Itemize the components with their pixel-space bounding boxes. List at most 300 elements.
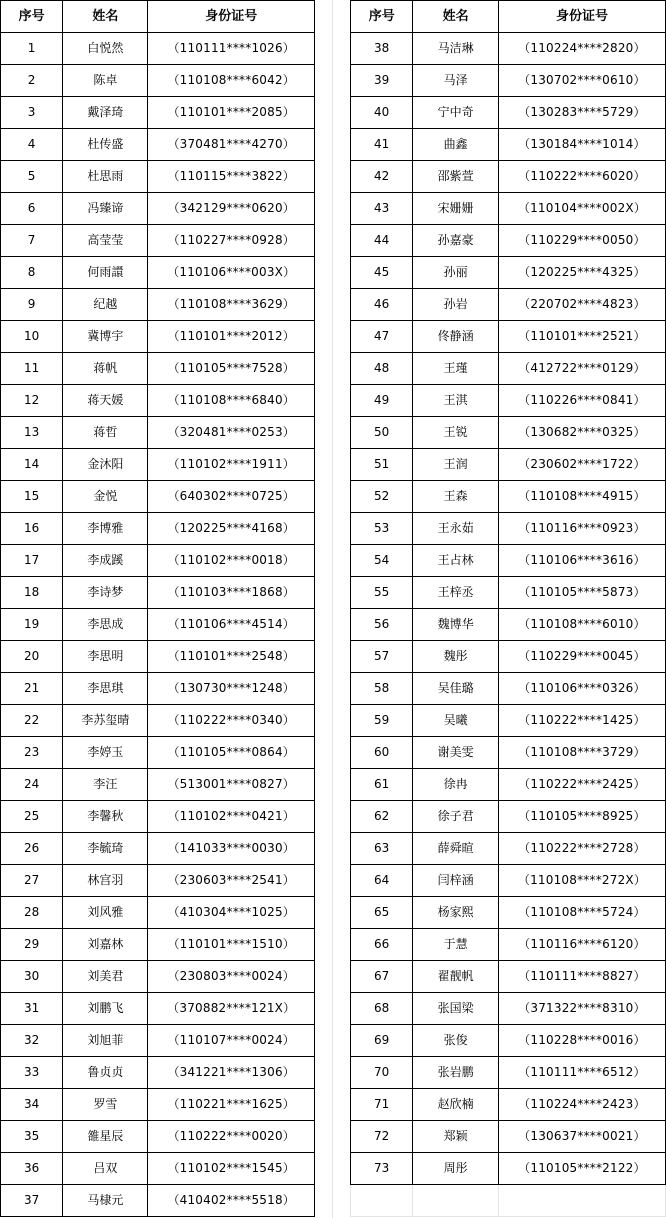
cell-name: 孙丽 [413, 257, 499, 289]
cell-seq: 68 [351, 993, 413, 1025]
cell-name: 孙嘉豪 [413, 225, 499, 257]
cell-id: （110101****2548） [148, 641, 315, 673]
table-row [351, 161, 666, 193]
cell-id: （110102****0421） [148, 801, 315, 833]
table-row [1, 385, 315, 417]
table-row [351, 1153, 666, 1185]
table-row [1, 801, 315, 833]
table-row [1, 545, 315, 577]
cell-seq: 65 [351, 897, 413, 929]
cell-seq: 72 [351, 1121, 413, 1153]
cell-name: 戴泽琦 [63, 97, 148, 129]
cell-id: （110222****1425） [498, 705, 665, 737]
cell-name: 冀博宇 [63, 321, 148, 353]
table-row [351, 1025, 666, 1057]
cell-id: （110101****2085） [148, 97, 315, 129]
cell-name: 王森 [413, 481, 499, 513]
table-row [1, 321, 315, 353]
table-row [1, 641, 315, 673]
cell-id: （110222****0020） [148, 1121, 315, 1153]
cell-name: 周彤 [413, 1153, 499, 1185]
table-row [351, 129, 666, 161]
cell-name: 罗雪 [63, 1089, 148, 1121]
cell-name: 白悦然 [63, 33, 148, 65]
table-row [1, 769, 315, 801]
cell-seq: 39 [351, 65, 413, 97]
cell-id: （110228****0016） [498, 1025, 665, 1057]
cell-seq: 43 [351, 193, 413, 225]
cell-seq: 55 [351, 577, 413, 609]
cell-id: （110108****3629） [148, 289, 315, 321]
cell-name: 何雨譞 [63, 257, 148, 289]
cell-id: （110111****6512） [498, 1057, 665, 1089]
table-row [351, 513, 666, 545]
cell-name: 王永茹 [413, 513, 499, 545]
table-row [1, 257, 315, 289]
cell-id: （410304****1025） [148, 897, 315, 929]
cell-id: （110226****0841） [498, 385, 665, 417]
cell-name: 张岩鹏 [413, 1057, 499, 1089]
cell-seq: 8 [1, 257, 63, 289]
cell-id: （640302****0725） [148, 481, 315, 513]
cell-name: 徐冉 [413, 769, 499, 801]
table-row [351, 641, 666, 673]
cell-id: （370882****121X） [148, 993, 315, 1025]
table-row [1, 481, 315, 513]
cell-seq: 30 [1, 961, 63, 993]
cell-name: 李思明 [63, 641, 148, 673]
cell-seq: 15 [1, 481, 63, 513]
cell-seq: 60 [351, 737, 413, 769]
table-row [1, 673, 315, 705]
cell-id: （110222****2425） [498, 769, 665, 801]
cell-id: （110116****0923） [498, 513, 665, 545]
cell-seq: 7 [1, 225, 63, 257]
cell-seq: 24 [1, 769, 63, 801]
cell-name: 鲁贞贞 [63, 1057, 148, 1089]
cell-id: （110101****1510） [148, 929, 315, 961]
cell-name: 李汪 [63, 769, 148, 801]
cell-name: 魏博华 [413, 609, 499, 641]
cell-id: （110229****0045） [498, 641, 665, 673]
cell-seq: 70 [351, 1057, 413, 1089]
cell-id: （130682****0325） [498, 417, 665, 449]
cell-seq: 41 [351, 129, 413, 161]
cell-seq: 59 [351, 705, 413, 737]
cell-id: （120225****4168） [148, 513, 315, 545]
cell-name: 赵欣楠 [413, 1089, 499, 1121]
cell-name: 王淇 [413, 385, 499, 417]
cell-seq: 21 [1, 673, 63, 705]
cell-name: 郑颖 [413, 1121, 499, 1153]
cell-seq: 49 [351, 385, 413, 417]
cell-seq: 6 [1, 193, 63, 225]
cell-id: （110222****2728） [498, 833, 665, 865]
cell-name: 杜传盛 [63, 129, 148, 161]
cell-id: （110106****3616） [498, 545, 665, 577]
cell-name: 蒋哲 [63, 417, 148, 449]
table-row [1, 929, 315, 961]
header-row [351, 1, 666, 33]
cell-seq: 44 [351, 225, 413, 257]
cell-seq: 54 [351, 545, 413, 577]
cell-id: （110108****6042） [148, 65, 315, 97]
cell-id: （412722****0129） [498, 353, 665, 385]
empty-cell [413, 1185, 499, 1217]
cell-name: 刘美君 [63, 961, 148, 993]
cell-seq: 1 [1, 33, 63, 65]
header-id: 身份证号 [498, 1, 665, 33]
cell-name: 吕双 [63, 1153, 148, 1185]
cell-id: （410402****5518） [148, 1185, 315, 1217]
cell-name: 林宫羽 [63, 865, 148, 897]
cell-name: 李思琪 [63, 673, 148, 705]
cell-seq: 50 [351, 417, 413, 449]
table-row [1, 1121, 315, 1153]
cell-name: 吴佳璐 [413, 673, 499, 705]
table-row [351, 481, 666, 513]
cell-id: （342129****0620） [148, 193, 315, 225]
gap-gridline [332, 0, 333, 1218]
table-row [1, 1057, 315, 1089]
table-row [1, 577, 315, 609]
cell-name: 闫梓涵 [413, 865, 499, 897]
cell-seq: 2 [1, 65, 63, 97]
cell-seq: 38 [351, 33, 413, 65]
cell-id: （110101****2521） [498, 321, 665, 353]
cell-id: （230803****0024） [148, 961, 315, 993]
table-row [1, 97, 315, 129]
table-row [351, 993, 666, 1025]
header-seq: 序号 [351, 1, 413, 33]
cell-id: （110105****8925） [498, 801, 665, 833]
cell-id: （110229****0050） [498, 225, 665, 257]
cell-id: （130184****1014） [498, 129, 665, 161]
cell-seq: 29 [1, 929, 63, 961]
table-row [1, 961, 315, 993]
table-row [1, 865, 315, 897]
table-row [1, 993, 315, 1025]
cell-id: （370481****4270） [148, 129, 315, 161]
cell-name: 陈卓 [63, 65, 148, 97]
table-row [1, 705, 315, 737]
table-row [351, 929, 666, 961]
cell-seq: 13 [1, 417, 63, 449]
table-row [351, 33, 666, 65]
cell-name: 吴曦 [413, 705, 499, 737]
table-row [351, 321, 666, 353]
cell-id: （130730****1248） [148, 673, 315, 705]
cell-name: 雒星辰 [63, 1121, 148, 1153]
table-row [1, 289, 315, 321]
table-row [1, 353, 315, 385]
cell-id: （110101****2012） [148, 321, 315, 353]
cell-name: 高莹莹 [63, 225, 148, 257]
cell-name: 王梓丞 [413, 577, 499, 609]
cell-seq: 20 [1, 641, 63, 673]
table-row [351, 97, 666, 129]
cell-seq: 14 [1, 449, 63, 481]
cell-id: （110222****0340） [148, 705, 315, 737]
table-row [1, 33, 315, 65]
cell-seq: 9 [1, 289, 63, 321]
cell-id: （110106****0326） [498, 673, 665, 705]
cell-seq: 27 [1, 865, 63, 897]
table-row [1, 833, 315, 865]
table-row [351, 1089, 666, 1121]
cell-seq: 23 [1, 737, 63, 769]
empty-cell [351, 1185, 413, 1217]
cell-id: （110108****3729） [498, 737, 665, 769]
cell-name: 冯臻谛 [63, 193, 148, 225]
cell-seq: 11 [1, 353, 63, 385]
table-body [351, 33, 666, 1217]
cell-id: （230602****1722） [498, 449, 665, 481]
cell-name: 刘鹏飞 [63, 993, 148, 1025]
cell-seq: 36 [1, 1153, 63, 1185]
table-row [1, 193, 315, 225]
cell-id: （110108****4915） [498, 481, 665, 513]
roster-table-left [0, 0, 315, 1217]
table-row [351, 449, 666, 481]
cell-id: （120225****4325） [498, 257, 665, 289]
cell-seq: 31 [1, 993, 63, 1025]
cell-id: （130637****0021） [498, 1121, 665, 1153]
table-row [1, 513, 315, 545]
cell-seq: 26 [1, 833, 63, 865]
table-row [1, 1185, 315, 1217]
cell-name: 宋姗姗 [413, 193, 499, 225]
table-row [1, 449, 315, 481]
table-row [1, 737, 315, 769]
table-row [351, 545, 666, 577]
cell-seq: 69 [351, 1025, 413, 1057]
cell-id: （220702****4823） [498, 289, 665, 321]
table-row [1, 225, 315, 257]
cell-seq: 35 [1, 1121, 63, 1153]
cell-name: 张俊 [413, 1025, 499, 1057]
table-row [1, 129, 315, 161]
cell-seq: 5 [1, 161, 63, 193]
cell-name: 李苏玺晴 [63, 705, 148, 737]
cell-name: 王占林 [413, 545, 499, 577]
roster-table-right [350, 0, 666, 1217]
cell-id: （110111****8827） [498, 961, 665, 993]
cell-id: （513001****0827） [148, 769, 315, 801]
cell-id: （110108****272X） [498, 865, 665, 897]
cell-name: 蒋帆 [63, 353, 148, 385]
cell-name: 刘嘉林 [63, 929, 148, 961]
cell-name: 李成蹊 [63, 545, 148, 577]
cell-id: （110222****6020） [498, 161, 665, 193]
cell-seq: 63 [351, 833, 413, 865]
cell-seq: 42 [351, 161, 413, 193]
cell-seq: 45 [351, 257, 413, 289]
cell-seq: 46 [351, 289, 413, 321]
cell-seq: 53 [351, 513, 413, 545]
cell-name: 李博雅 [63, 513, 148, 545]
cell-seq: 64 [351, 865, 413, 897]
table-row [351, 193, 666, 225]
cell-name: 王瑾 [413, 353, 499, 385]
cell-name: 宁中奇 [413, 97, 499, 129]
header-row [1, 1, 315, 33]
cell-seq: 56 [351, 609, 413, 641]
cell-id: （110227****0928） [148, 225, 315, 257]
cell-seq: 32 [1, 1025, 63, 1057]
table-row [1, 1153, 315, 1185]
cell-seq: 33 [1, 1057, 63, 1089]
cell-name: 李诗梦 [63, 577, 148, 609]
cell-seq: 47 [351, 321, 413, 353]
empty-cell [498, 1185, 665, 1217]
cell-seq: 40 [351, 97, 413, 129]
cell-name: 徐子君 [413, 801, 499, 833]
cell-name: 王润 [413, 449, 499, 481]
cell-id: （110108****5724） [498, 897, 665, 929]
cell-id: （110105****7528） [148, 353, 315, 385]
cell-name: 马泽 [413, 65, 499, 97]
cell-name: 蒋天媛 [63, 385, 148, 417]
cell-seq: 62 [351, 801, 413, 833]
cell-seq: 10 [1, 321, 63, 353]
table-row [351, 961, 666, 993]
cell-name: 李毓琦 [63, 833, 148, 865]
cell-seq: 17 [1, 545, 63, 577]
cell-id: （230603****2541） [148, 865, 315, 897]
cell-seq: 28 [1, 897, 63, 929]
table-row [1, 417, 315, 449]
table-row [351, 737, 666, 769]
cell-id: （110107****0024） [148, 1025, 315, 1057]
cell-name: 于慧 [413, 929, 499, 961]
cell-seq: 66 [351, 929, 413, 961]
cell-id: （130283****5729） [498, 97, 665, 129]
cell-id: （141033****0030） [148, 833, 315, 865]
cell-id: （110108****6840） [148, 385, 315, 417]
table-row [351, 353, 666, 385]
header-id: 身份证号 [148, 1, 315, 33]
cell-seq: 4 [1, 129, 63, 161]
cell-seq: 12 [1, 385, 63, 417]
cell-seq: 16 [1, 513, 63, 545]
cell-seq: 51 [351, 449, 413, 481]
cell-name: 孙岩 [413, 289, 499, 321]
table-row [351, 833, 666, 865]
cell-id: （110106****003X） [148, 257, 315, 289]
cell-id: （110111****1026） [148, 33, 315, 65]
cell-name: 魏彤 [413, 641, 499, 673]
table-row [351, 673, 666, 705]
header-name: 姓名 [413, 1, 499, 33]
cell-name: 王锐 [413, 417, 499, 449]
cell-id: （320481****0253） [148, 417, 315, 449]
table-row [351, 577, 666, 609]
cell-name: 金沐阳 [63, 449, 148, 481]
cell-id: （110104****002X） [498, 193, 665, 225]
cell-name: 刘旭菲 [63, 1025, 148, 1057]
cell-seq: 22 [1, 705, 63, 737]
cell-name: 纪越 [63, 289, 148, 321]
cell-id: （110108****6010） [498, 609, 665, 641]
cell-seq: 67 [351, 961, 413, 993]
cell-seq: 25 [1, 801, 63, 833]
cell-seq: 48 [351, 353, 413, 385]
cell-id: （110116****6120） [498, 929, 665, 961]
table-row [351, 1057, 666, 1089]
cell-name: 李思成 [63, 609, 148, 641]
empty-row [351, 1185, 666, 1217]
cell-seq: 57 [351, 641, 413, 673]
cell-id: （110103****1868） [148, 577, 315, 609]
table-row [351, 417, 666, 449]
cell-name: 马棣元 [63, 1185, 148, 1217]
cell-seq: 52 [351, 481, 413, 513]
cell-seq: 73 [351, 1153, 413, 1185]
cell-id: （110221****1625） [148, 1089, 315, 1121]
cell-name: 曲鑫 [413, 129, 499, 161]
cell-seq: 3 [1, 97, 63, 129]
cell-id: （130702****0610） [498, 65, 665, 97]
cell-name: 杜思雨 [63, 161, 148, 193]
cell-name: 张国梁 [413, 993, 499, 1025]
table-row [1, 65, 315, 97]
cell-seq: 37 [1, 1185, 63, 1217]
table-row [351, 705, 666, 737]
cell-id: （371322****8310） [498, 993, 665, 1025]
cell-id: （110105****0864） [148, 737, 315, 769]
table-row [351, 865, 666, 897]
table-row [351, 225, 666, 257]
cell-id: （110102****1545） [148, 1153, 315, 1185]
table-row [351, 769, 666, 801]
cell-seq: 19 [1, 609, 63, 641]
table-row [351, 801, 666, 833]
table-row [351, 289, 666, 321]
cell-name: 李馨秋 [63, 801, 148, 833]
table-row [1, 897, 315, 929]
table-body [1, 33, 315, 1217]
cell-id: （341221****1306） [148, 1057, 315, 1089]
table-row [351, 65, 666, 97]
cell-id: （110224****2423） [498, 1089, 665, 1121]
cell-id: （110105****2122） [498, 1153, 665, 1185]
cell-seq: 18 [1, 577, 63, 609]
cell-name: 刘风雅 [63, 897, 148, 929]
cell-seq: 58 [351, 673, 413, 705]
table-row [1, 1025, 315, 1057]
table-row [1, 1089, 315, 1121]
cell-name: 李婷玉 [63, 737, 148, 769]
cell-name: 薛舜暄 [413, 833, 499, 865]
table-row [351, 257, 666, 289]
cell-seq: 34 [1, 1089, 63, 1121]
cell-id: （110102****0018） [148, 545, 315, 577]
cell-name: 邵紫萱 [413, 161, 499, 193]
cell-seq: 71 [351, 1089, 413, 1121]
header-name: 姓名 [63, 1, 148, 33]
cell-name: 金悦 [63, 481, 148, 513]
cell-id: （110224****2820） [498, 33, 665, 65]
cell-name: 杨家熙 [413, 897, 499, 929]
cell-id: （110105****5873） [498, 577, 665, 609]
table-row [351, 385, 666, 417]
table-row [351, 897, 666, 929]
table-row [1, 609, 315, 641]
cell-id: （110115****3822） [148, 161, 315, 193]
table-row [351, 1121, 666, 1153]
cell-name: 佟静涵 [413, 321, 499, 353]
